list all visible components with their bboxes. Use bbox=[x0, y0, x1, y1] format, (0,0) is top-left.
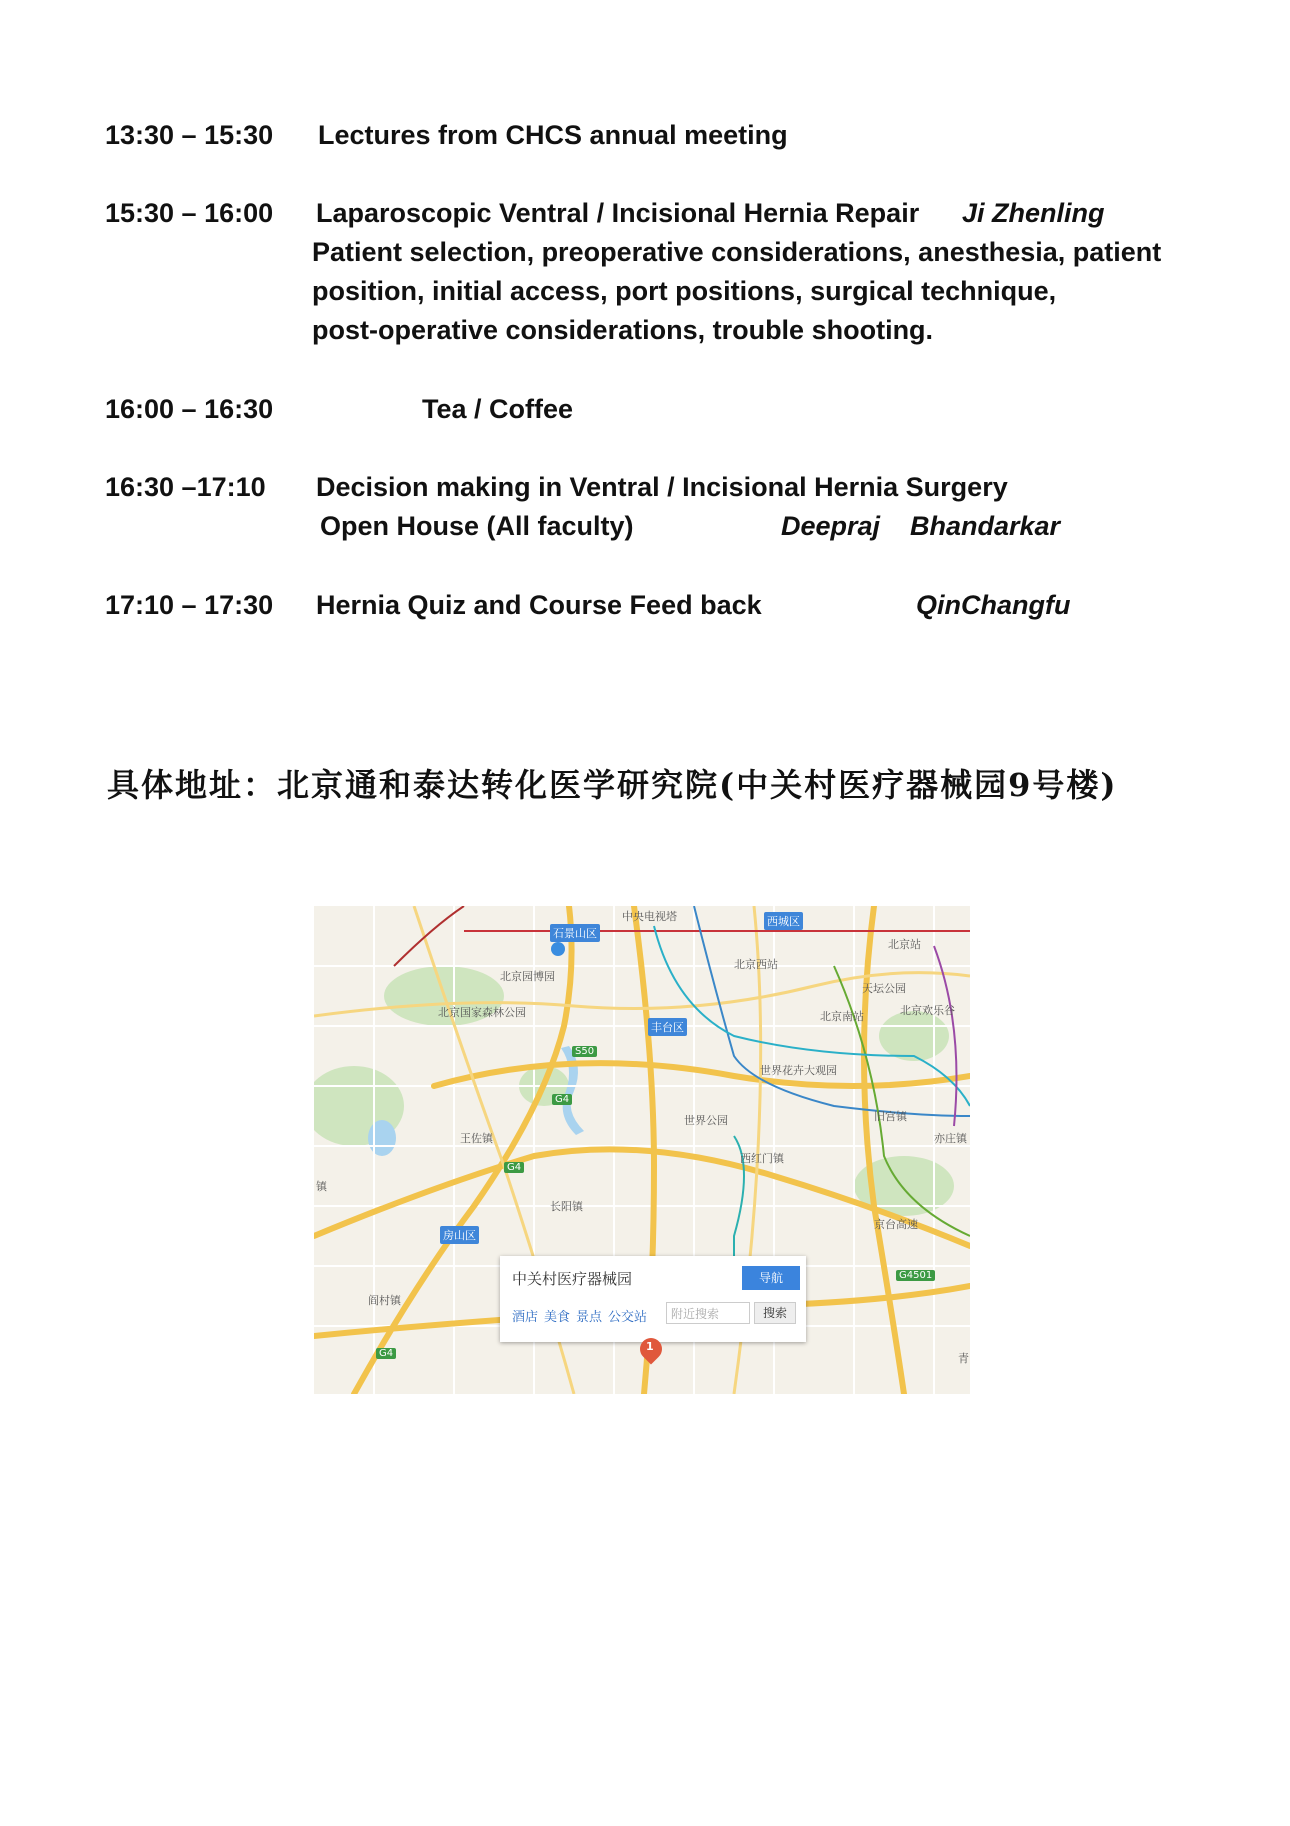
popup-link-hotel[interactable]: 酒店 bbox=[512, 1310, 539, 1325]
popup-link-food[interactable]: 美食 bbox=[544, 1310, 571, 1325]
map-highway-g4-3: G4 bbox=[376, 1348, 396, 1359]
map-highway-g4-2: G4 bbox=[504, 1162, 524, 1173]
map-info-popup bbox=[500, 1256, 806, 1342]
map-label-flower-park: 世界花卉大观园 bbox=[760, 1064, 837, 1077]
schedule-speaker-5: QinChangfu bbox=[916, 590, 1071, 620]
map-label-yizhuang: 亦庄镇 bbox=[934, 1132, 967, 1145]
map-district-fengtai: 丰台区 bbox=[648, 1018, 687, 1036]
map-label-national-forest-park: 北京国家森林公园 bbox=[438, 1006, 526, 1019]
schedule-speaker-2: Ji Zhenling bbox=[962, 198, 1105, 228]
nearby-search-input[interactable]: 附近搜索 bbox=[666, 1302, 750, 1324]
map-label-beijing-station: 北京站 bbox=[888, 938, 921, 951]
schedule-title-1: Lectures from CHCS annual meeting bbox=[318, 120, 788, 150]
map-district-xicheng: 西城区 bbox=[764, 912, 803, 930]
map-label-edge-town: 镇 bbox=[316, 1180, 327, 1193]
map-district-shijingshan: 石景山区 bbox=[550, 924, 600, 942]
map-label-beijing-west-station: 北京西站 bbox=[734, 958, 778, 971]
map-label-changyang: 长阳镇 bbox=[550, 1200, 583, 1213]
map-label-temple-of-heaven: 天坛公园 bbox=[862, 982, 906, 995]
schedule-title-3: Tea / Coffee bbox=[422, 394, 574, 424]
map-label-edge-qing: 青 bbox=[958, 1352, 969, 1365]
popup-links bbox=[512, 1306, 653, 1325]
map-label-beijing-south-station: 北京南站 bbox=[820, 1010, 864, 1023]
schedule-time-4: 16:30 –17:10 bbox=[105, 472, 266, 502]
map-label-garden-expo: 北京园博园 bbox=[500, 970, 555, 983]
location-map[interactable] bbox=[314, 906, 970, 1394]
map-label-world-park: 世界公园 bbox=[684, 1114, 728, 1127]
popup-title: 中关村医疗器械园 bbox=[512, 1270, 633, 1288]
schedule-time-3: 16:00 – 16:30 bbox=[105, 394, 274, 424]
search-button[interactable]: 搜索 bbox=[754, 1302, 796, 1324]
schedule-detail-2a: Patient selection, preoperative considerations, anesthesia, patient bbox=[312, 237, 1162, 267]
schedule-title-2: Laparoscopic Ventral / Incisional Hernia Repair bbox=[316, 198, 920, 228]
popup-link-sights[interactable]: 景点 bbox=[576, 1310, 603, 1325]
schedule-speaker-4-last: Bhandarkar bbox=[910, 511, 1061, 541]
schedule-detail-2b: position, initial access, port positions, surgical technique, bbox=[312, 276, 1057, 306]
schedule-title-4: Decision making in Ventral / Incisional Hernia Surgery bbox=[316, 472, 1008, 502]
schedule-time-1: 13:30 – 15:30 bbox=[105, 120, 274, 150]
map-label-happy-valley: 北京欢乐谷 bbox=[900, 1004, 955, 1017]
pin-number: 1 bbox=[646, 1340, 654, 1353]
address-line: 具体地址：北京通和泰达转化医学研究院(中关村医疗器械园9号楼) bbox=[107, 766, 1118, 804]
schedule-sub-4: Open House (All faculty) bbox=[320, 511, 634, 541]
map-label-yancun: 阎村镇 bbox=[368, 1294, 401, 1307]
map-district-fangshan: 房山区 bbox=[440, 1226, 479, 1244]
map-label-cctv-tower: 中央电视塔 bbox=[622, 910, 677, 923]
map-label-wangzuo: 王佐镇 bbox=[460, 1132, 493, 1145]
map-label-jiugong: 旧宫镇 bbox=[874, 1110, 907, 1123]
schedule-speaker-4-first: Deepraj bbox=[781, 511, 881, 541]
map-highway-g4-1: G4 bbox=[552, 1094, 572, 1105]
popup-link-bus[interactable]: 公交站 bbox=[608, 1310, 648, 1325]
map-highway-g4501: G4501 bbox=[896, 1270, 935, 1281]
map-highway-s50: S50 bbox=[572, 1046, 597, 1057]
schedule-title-5: Hernia Quiz and Course Feed back bbox=[316, 590, 762, 620]
schedule-time-5: 17:10 – 17:30 bbox=[105, 590, 274, 620]
map-label-xihongmen: 西红门镇 bbox=[740, 1152, 784, 1165]
map-label-jingtai: 京台高速 bbox=[874, 1218, 918, 1231]
navigate-button[interactable]: 导航 bbox=[742, 1266, 800, 1290]
schedule-time-2: 15:30 – 16:00 bbox=[105, 198, 274, 228]
schedule-detail-2c: post-operative considerations, trouble shooting. bbox=[312, 315, 934, 345]
